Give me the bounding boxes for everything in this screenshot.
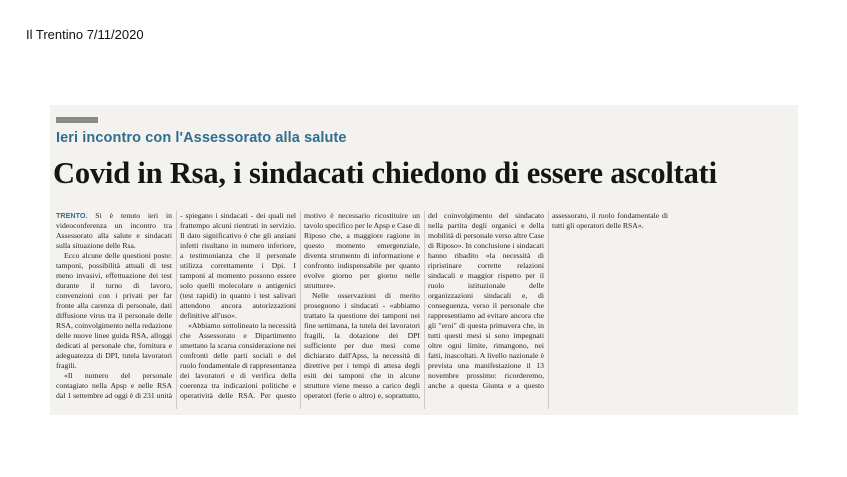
article-paragraph: «Il numero del personale contagiato nella Apsp e nelle RSA dal 1 settembre ad oggi è di 231 unità - spiegano i sindacati - dei quali nel frattempo alcuni rientrati in servizio. Il dato significativo è che gli anziani infetti risultano in numero inferiore, a testimonianza che il personale utilizza correttamente i Dpi. I tamponi al momento possono essere solo quelli molecolare o antigenici (test rapidi) in quanto i test salivari attendono ancora autorizzazioni definitive all'uso».: [56, 211, 296, 400]
paragraph-text: Si è tenuto ieri in videoconferenza un incontro tra Assessorato alla salute e sindacati sulla situazione delle Rsa.: [56, 211, 173, 250]
article-paragraph: Nelle osservazioni di merito proseguono i sindacati - «abbiamo trattato la questione dei tamponi nei fine settimana, la tutela dei lavoratori fragili, la dotazione dei DPI sufficiente per due mesi come dichiarato dall'Apss, la necessità di direttive per i tempi di attesa degli esiti dei tamponi che in alcune strutture viene messo a carico degli operatori (ferie o altro) e, soprattutto, del coinvolgimento del sindacato nella partita degli organici e della mobilità di personale verso altre Case di Riposo». In conclusione i sindacati hanno ribadito «la necessità di ripristinare corrette relazioni sindacali e maggior rispetto per il ruolo istituzionale delle organizzazioni sindacali e, di conseguenza, verso il personale che rappresentiamo ad evitare ancora che gli "eroi" di questa primavera che, in tutti questi mesi si sono impegnati oltre ogni limite, rimangono, nei fatti, inascoltati. A livello nazionale è prevista una manifestazione il 13 novembre prossimo: ricorderemo, anche a questa Giunta e a questo assessorato, il ruolo fondamentale di tutti gli operatori delle RSA».: [304, 211, 668, 400]
article-headline: Covid in Rsa, i sindacati chiedono di essere ascoltati: [53, 156, 717, 190]
article-body: [56, 211, 792, 409]
article-kicker: Ieri incontro con l'Assessorato alla salute: [56, 130, 347, 146]
newspaper-clipping: [50, 105, 798, 415]
dateline: TRENTO.: [56, 211, 88, 220]
article-paragraph: «Abbiamo sottolineato la necessità che Assessorato e Dipartimento smettano la scarsa considerazione nei confronti delle parti sociali e del ruolo fondamentale di rappresentanza dei lavoratori e di verifica della coerenza tra indicazioni politiche e operatività delle RSA. Per questo motivo è necessario ricostituire un tavolo specifico per le Apsp e Case di Riposo che, a maggiore ragione in questo momento emergenziale, diventa strumento di informazione e confronto indispensabile per quanto evolve giorno per giorno nelle strutture».: [180, 211, 420, 400]
article-paragraph: Ecco alcune delle questioni poste: tamponi, possibilità attuali di test meno invasivi, effettuazione dei test durante il turno di lavoro, convenzioni con i privati per far fronte alla carenza di personale, dati diffusione virus tra il personale delle RSA, coinvolgimento nella redazione delle nuove linee guida RSA, alloggi dedicati al personale che, fornitura e adeguatezza di DPI, tutela lavoratori fragili.: [56, 251, 172, 370]
article-paragraph: [56, 211, 172, 251]
source-caption: Il Trentino 7/11/2020: [26, 27, 144, 42]
section-tag-bar: [56, 117, 98, 123]
